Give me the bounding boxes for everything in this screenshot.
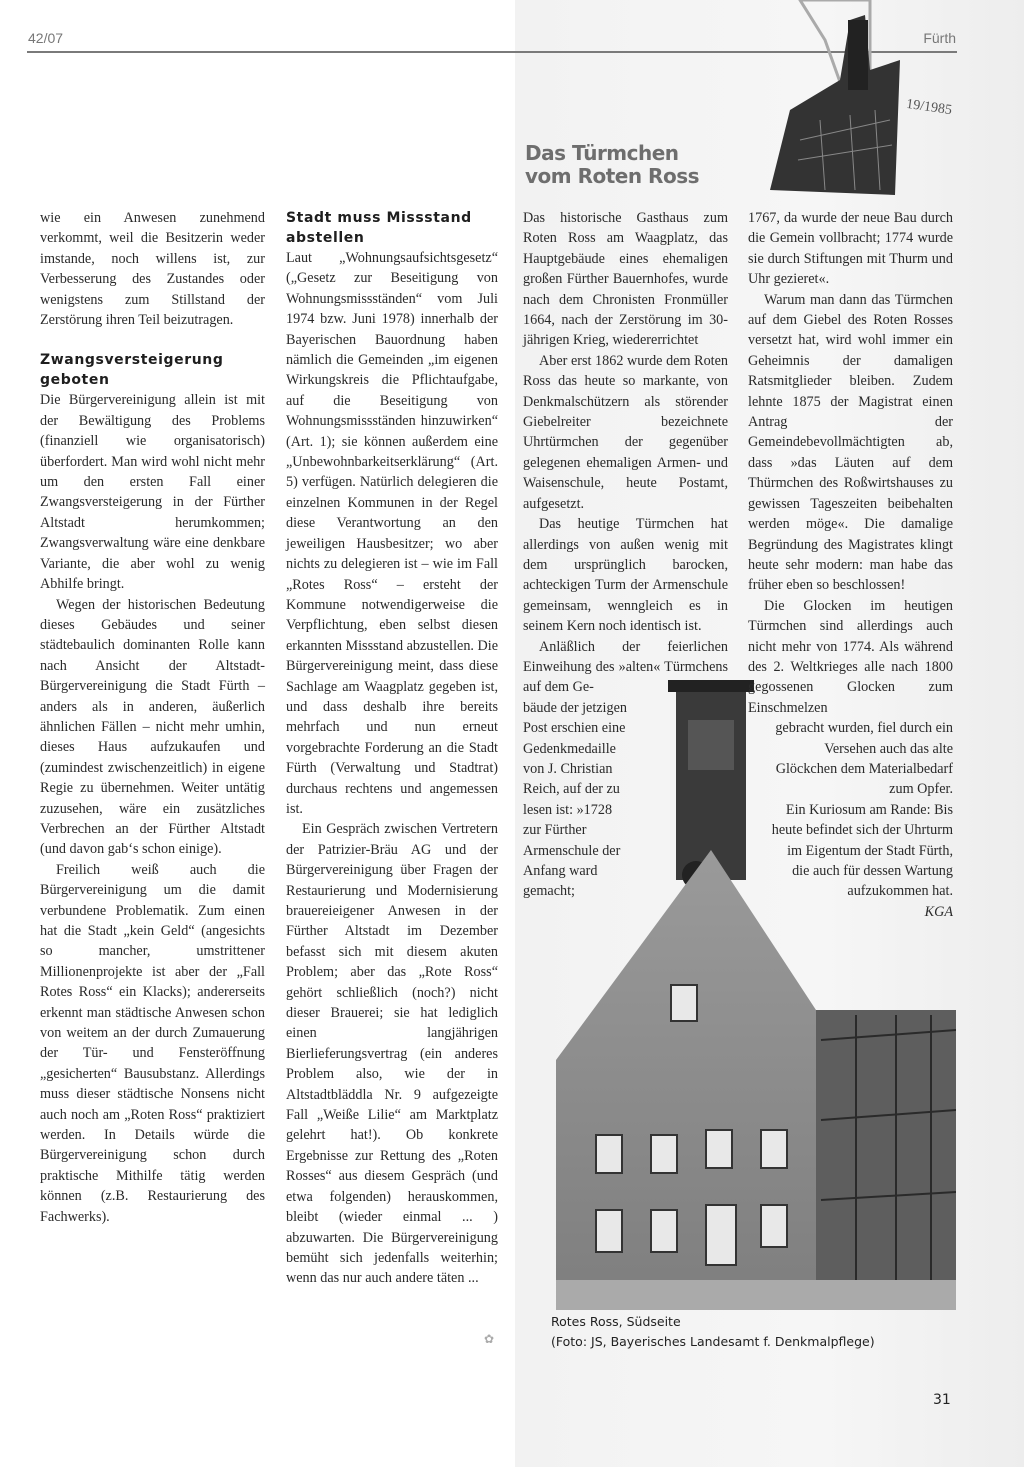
wrapped-text: [768, 718, 953, 902]
caption-title: Rotes Ross, Südseite: [551, 1314, 681, 1329]
paragraph: Wegen der historischen Bedeutung dieses Gebäudes und seiner städtebaulich dominanten Rolle kann nach Ansicht der Altstadt-Bürgervereinigung die Stadt Fürth – anders als in anderen, äußerlich ähnlichen Fällen – nicht mehr umhin, dieses Haus aufzukaufen und (zumindest zwischenzeitlich) in eigene Regie zu übernehmen. Weiter untätig zuzusehen, wäre ein zusätzliches Verbrechen an der Fürther Altstadt (und davon gab‘s schon einige).: [40, 596, 265, 858]
paragraph-wrapped: bäude der jetzigen Post erschien eine Gedenkmedaille von J. Christian Reich, auf der zu lesen ist: »1728 zur Fürther Armenschule der Anfang ward gemacht;: [523, 699, 627, 900]
archive-date-tag: 19/1985: [905, 96, 953, 119]
paragraph: Warum man dann das Türmchen auf dem Giebel des Roten Rosses versetzt hat, wird wohl immer ein Geheimnis der damaligen Ratsmitglieder bleiben. Zudem lehnte 1875 der Magistrat einen Antrag der Gemeindebevollmächtigten ab, dass »das Läuten auf dem Thürmchen des Roßwirtshauses zu gewissen Tageszeiten beibehalten werden möge«. Die damalige Begründung des Magistrates klingt heute sehr modern: man habe das früher eben so beschlossen!: [748, 291, 953, 594]
column-3: [523, 208, 728, 902]
photo-caption: [551, 1312, 875, 1352]
column-1: [40, 208, 265, 1227]
paragraph: wie ein Anwesen zunehmend verkommt, weil die Besitzerin weder imstande, noch willens ist, zur Verbesserung des Zustandes oder wenigstens zum Stillstand der Zerstörung ihren Teil beizutragen.: [40, 210, 265, 329]
caption-credit: (Foto: JS, Bayerisches Landesamt f. Denkmalpflege): [551, 1334, 875, 1349]
section-heading: Zwangsversteigerung geboten: [40, 352, 224, 389]
clipped-archive-photo: [730, 0, 930, 200]
paragraph: Aber erst 1862 wurde dem Roten Ross das heute so markante, von Denkmalschützern als störender Giebelreiter bezeichnete Uhrtürmchen der gegenüber gelegenen ehemaligen Armen- und Waisenschule, heute Postamt, aufgesetzt.: [523, 352, 728, 512]
paragraph: Die Glocken im heutigen Türmchen sind allerdings auch nicht mehr von 1774. Als während des 2. Weltkrieges alle nach 1800 gegossenen Glocken zum Einschmelzen: [748, 597, 953, 716]
article-headline: [525, 142, 699, 188]
paragraph: Ein Gespräch zwischen Vertretern der Patrizier-Bräu AG und der Bürgervereinigung über Fragen der Restaurierung und Modernisierung brauereieigener Anwesen in der Fürther Altstadt im Dezember befasst sich mit diesem akuten Problem; aber das „Rote Ross“ gehört schließlich (noch?) nicht dieser Brauerei; sie hat lediglich einen langjährigen Bierlieferungsvertrag (ein anderes Problem also, wie der in Altstadtbläddla Nr. 9 aufgezeigte Fall „Weiße Lilie“ am Marktplatz gelehrt hat!). Ob konkrete Ergebnisse zur Rettung des „Roten Rosses“ aus diesem Gespräch (und etwa folgenden) herauskommen, bleibt (wieder einmal ... ) abzuwarten. Die Bürgervereinigung bemüht sich jedenfalls weiterhin; wenn das nur auch andere täten ...: [286, 821, 498, 1287]
section-heading: Stadt muss Missstand abstellen: [286, 210, 472, 246]
paragraph: Anläßlich der feierlichen Einweihung des »alten« Türmchens auf dem Ge-: [523, 638, 728, 696]
paragraph: gebracht wurden, fiel durch ein Versehen auch das alte Glöckchen dem Materialbedarf zum Opfer.: [775, 720, 953, 798]
section-city: Fürth: [923, 30, 956, 46]
paragraph: Laut „Wohnungsaufsichtsgesetz“ („Gesetz zur Beseitigung von Wohnungsmissständen“ vom Juli 1974 bzw. Juni 1978) innerhalb der Bayerischen Bauordnung haben nämlich die Gemeinden „im eigenen Wirkungskreis die Pflichtaufgabe, auf die Beseitigung von Wohnungsmissständen hinzuwirken“ (Art. 1); sie können außerdem eine „Unbewohnbarkeitserklärung“ (Art. 5) verfügen. Natürlich delegieren die einzelnen Kommunen in der Regel diese Verantwortung an den jeweiligen Hausbesitzer; wo aber nichts zu delegieren ist – wie im Fall „Rotes Ross“ – ersteht der Kommune notwendigerweise die Verpflichtung, eben selbst diesen erkannten Missstand abzustellen. Die Bürgervereinigung meint, dass diese Sachlage am Waagplatz gegeben ist, und dass deshalb ihre bereits mehrfach und nun erneut vorgebrachte Forderung an die Stadt Fürth (Verwaltung und Stadtrat) durchaus rechtens und angemessen ist.: [286, 250, 498, 817]
paragraph: Freilich weiß auch die Bürgervereinigung um die damit verbundene Problematik. Zum einen hat die Stadt „kein Geld“ (angesichts so mancher, umstrittener Millionenprojekte ist aber der „Fall Rotes Ross“ ein Klacks); andererseits erkennt man städtische Anwesen schon von weitem an der durch Zumauerung der Tür- und Fensteröffnung „gesicherten“ Bausubstanz. Allerdings muss dieser städtische Nonsens nicht auch noch am „Roten Ross“ praktiziert werden. In Details würde die Bürgervereinigung schon durch praktische Mithilfe tätig werden können (z.B. Restaurierung des Fachwerks).: [40, 861, 265, 1225]
author-initials: KGA: [924, 903, 953, 920]
column-2: [286, 208, 498, 1289]
paragraph: Ein Kuriosum am Rande: Bis heute befindet sich der Uhrturm im Eigentum der Stadt Fürth, die auch für dessen Wartung aufzukommen hat.: [771, 801, 953, 900]
paragraph: Die Bürgervereinigung allein ist mit der Bewältigung des Problems (finanziell wie organisatorisch) überfordert. Man wird wohl nicht mehr um den ersten Fall einer Zwangsversteigerung in der Fürther Altstadt herumkommen; Zwangsverwaltung wäre eine denkbare Variante, die aber wohl zu wenig Abhilfe bringt.: [40, 392, 265, 593]
paragraph: 1767, da wurde der neue Bau durch die Gemein vollbracht; 1774 wurde sie durch Stiftungen mit Thurm und Uhr gezieret«.: [748, 210, 953, 288]
headline-line-1: Das Türmchen: [525, 141, 679, 165]
page-number: 31: [933, 1392, 951, 1408]
paragraph: Das historische Gasthaus zum Roten Ross am Waagplatz, das Hauptgebäude eines ehemaligen großen Fürther Bauernhofes, wurde nach dem Chronisten Fronmüller 1664, nach der Zerstörung im 30-jährigen Krieg, wiedererrichtet: [523, 210, 728, 349]
paragraph: Das heutige Türmchen hat allerdings von außen wenig mit dem ursprünglich barocken, achteckigen Turm der Armenschule gemeinsam, wenngleich es in seinem Kern noch identisch ist.: [523, 516, 728, 635]
headline-line-2: vom Roten Ross: [525, 164, 699, 188]
column-4: [748, 208, 953, 922]
issue-number: 42/07: [28, 30, 64, 46]
end-mark-icon: ✿: [484, 1332, 495, 1346]
